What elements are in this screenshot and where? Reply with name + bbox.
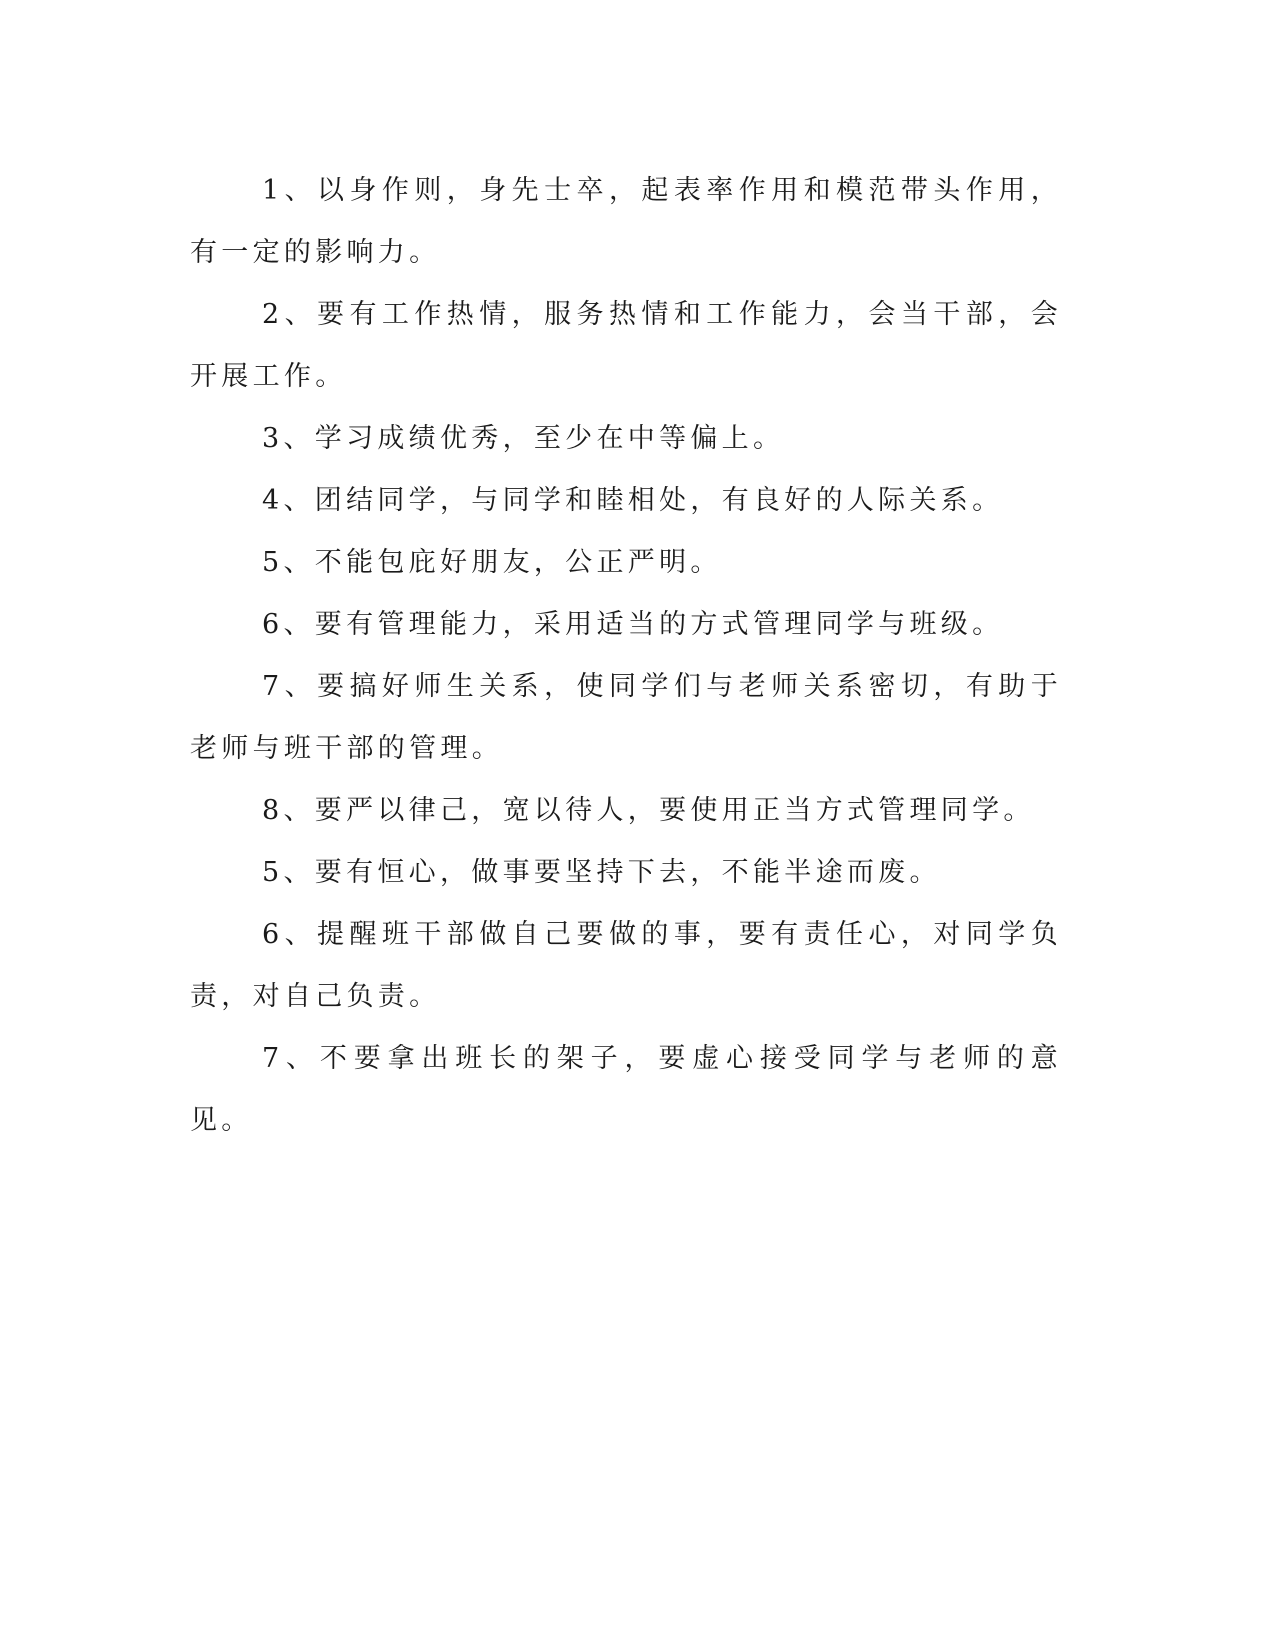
document-body	[190, 160, 1062, 1152]
list-item: 5、要有恒心，做事要坚持下去，不能半途而废。	[262, 857, 941, 888]
list-item: 7、要搞好师生关系，使同学们与老师关系密切，有助于老师与班干部的管理。	[190, 671, 1062, 764]
list-item: 6、提醒班干部做自己要做的事，要有责任心，对同学负责，对自己负责。	[190, 919, 1062, 1012]
list-item: 4、团结同学，与同学和睦相处，有良好的人际关系。	[262, 485, 1004, 516]
list-item: 6、要有管理能力，采用适当的方式管理同学与班级。	[262, 609, 1004, 640]
list-item: 8、要严以律己，宽以待人，要使用正当方式管理同学。	[262, 795, 1035, 826]
list-item: 5、不能包庇好朋友，公正严明。	[262, 547, 722, 578]
list-item: 3、学习成绩优秀，至少在中等偏上。	[262, 423, 785, 454]
list-item: 1、以身作则，身先士卒，起表率作用和模范带头作用，有一定的影响力。	[190, 175, 1062, 268]
list-item: 7、不要拿出班长的架子，要虚心接受同学与老师的意见。	[190, 1043, 1062, 1136]
list-item: 2、要有工作热情，服务热情和工作能力，会当干部，会开展工作。	[190, 299, 1062, 392]
